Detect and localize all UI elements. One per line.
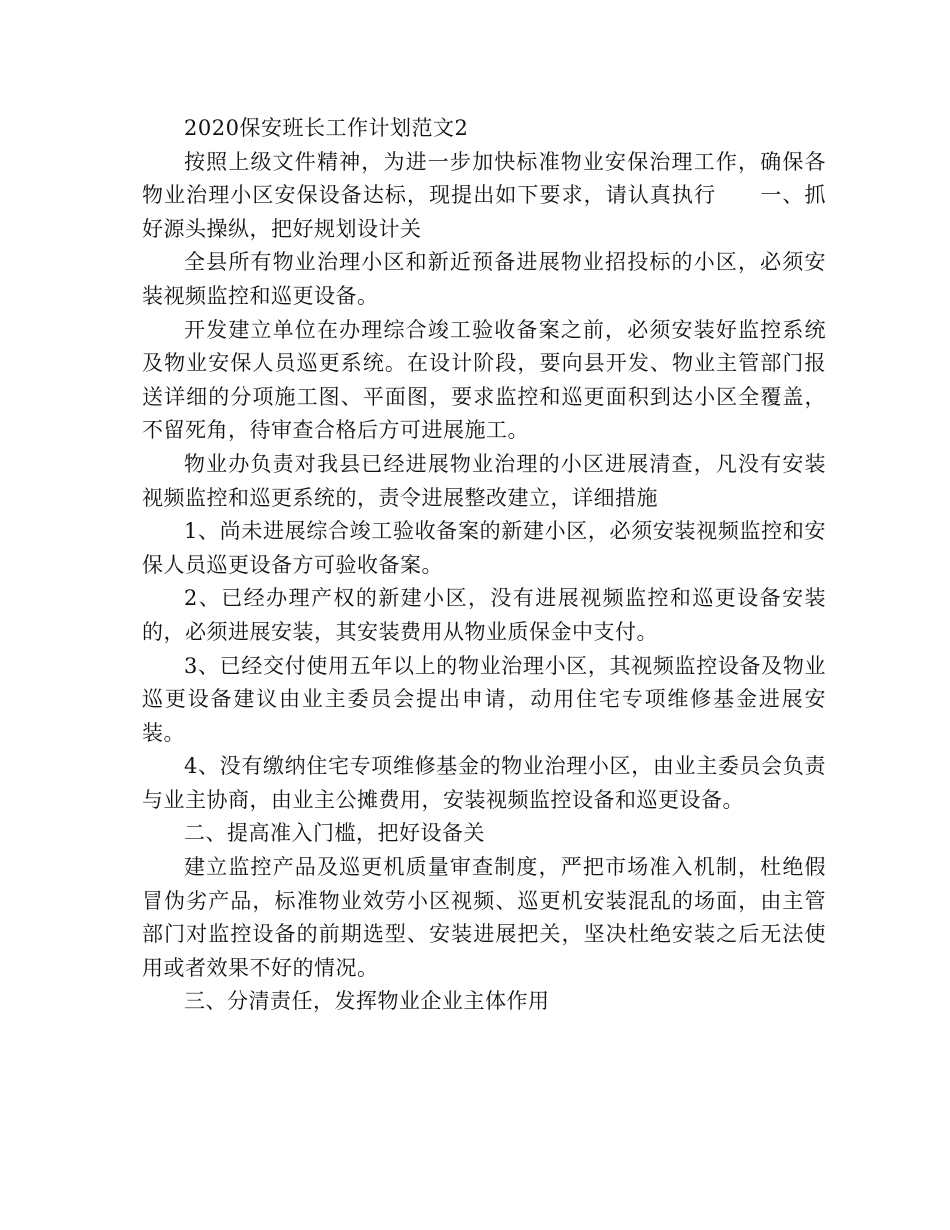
list-item: 4、没有缴纳住宅专项维修基金的物业治理小区，由业主委员会负责与业主协商，由业主公摊费用，安装视频监控设备和巡更设备。 <box>142 754 826 812</box>
document-body <box>142 112 826 1019</box>
paragraph: 物业办负责对我县已经进展物业治理的小区进展清查，凡没有安装视频监控和巡更系统的，责令进展整改建立，详细措施 <box>142 451 826 510</box>
section-heading: 二、提高准入门槛，把好设备关 <box>184 821 485 846</box>
paragraph: 按照上级文件精神，为进一步加快标准物业安保治理工作，确保各物业治理小区安保设备达标，现提出如下要求，请认真执行 一、抓好源头操纵，把好规划设计关 <box>142 149 826 241</box>
paragraph: 建立监控产品及巡更机质量审查制度，严把市场准入机制，杜绝假冒伪劣产品，标准物业效劳小区视频、巡更机安装混乱的场面，由主管部门对监控设备的前期选型、安装进展把关，坚决杜绝安装之后无法使用或者效果不好的情况。 <box>142 855 826 980</box>
list-item: 3、已经交付使用五年以上的物业治理小区，其视频监控设备及物业巡更设备建议由业主委员会提出申请，动用住宅专项维修基金进展安装。 <box>142 653 826 745</box>
section-heading: 三、分清责任，发挥物业企业主体作用 <box>184 989 550 1014</box>
list-item: 2、已经办理产权的新建小区，没有进展视频监控和巡更设备安装的，必须进展安装，其安装费用从物业质保金中支付。 <box>142 586 826 644</box>
paragraph: 开发建立单位在办理综合竣工验收备案之前，必须安装好监控系统及物业安保人员巡更系统。在设计阶段，要向县开发、物业主管部门报送详细的分项施工图、平面图，要求监控和巡更面积到达小区全覆盖，不留死角，待审查合格后方可进展施工。 <box>142 317 826 443</box>
paragraph: 全县所有物业治理小区和新近预备进展物业招投标的小区，必须安装视频监控和巡更设备。 <box>142 250 826 308</box>
document-title: 2020保安班长工作计划范文2 <box>184 116 469 140</box>
list-item: 1、尚未进展综合竣工验收备案的新建小区，必须安装视频监控和安保人员巡更设备方可验收备案。 <box>142 519 826 577</box>
